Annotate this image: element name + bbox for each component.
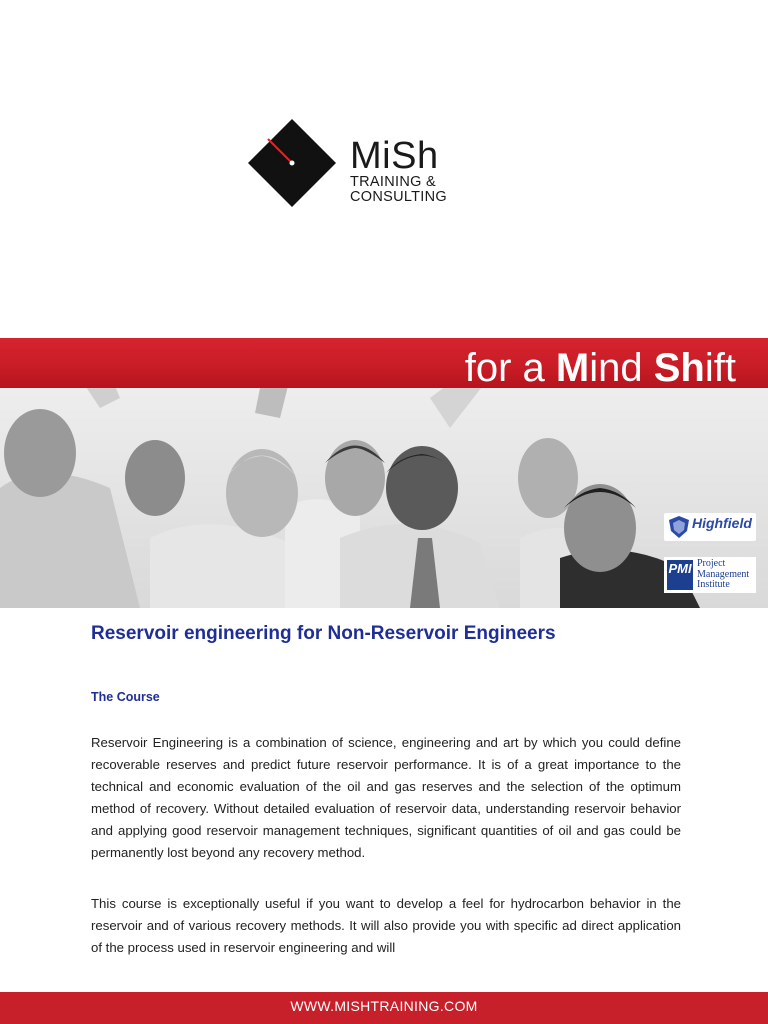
pmi-logo-icon: PMI: [667, 560, 693, 590]
logo-name: MiSh: [350, 135, 439, 177]
logo-line-1: TRAINING &: [350, 174, 436, 190]
tagline-bar: [0, 338, 768, 388]
tagline-part: ind: [589, 346, 654, 390]
website-link[interactable]: WWW.MISHTRAINING.COM: [290, 998, 478, 1014]
highfield-label: Highfield: [692, 515, 752, 531]
footer-bar: [0, 992, 768, 1024]
company-logo: [246, 117, 456, 213]
tagline-part: ift: [704, 346, 736, 390]
course-title: Reservoir engineering for Non-Reservoir Engineers: [91, 623, 556, 644]
diamond-logo-icon: [246, 117, 342, 213]
course-paragraph-1: Reservoir Engineering is a combination of science, engineering and art by which you could define recoverable reserves and predict future reservoir performance. It is of a great importance to the technical and economic evaluation of the oil and gas reserves and the selection of the optimum method of recovery. Without detailed evaluation of reservoir data, understanding reservoir behavior and applying good reservoir management techniques, significant quantities of oil and gas could be permanently lost beyond any recovery method.: [91, 735, 681, 860]
tagline: [465, 346, 736, 390]
logo-wordmark: [350, 137, 447, 205]
tagline-part-bold: Sh: [653, 346, 705, 390]
pmi-badge: [664, 557, 756, 593]
pmi-line: Management: [697, 568, 750, 580]
logo-line-2: CONSULTING: [350, 189, 447, 205]
tagline-part-bold: M: [555, 346, 590, 390]
hero-banner: [0, 338, 768, 608]
course-paragraph-2: This course is exceptionally useful if you want to develop a feel for hydrocarbon behavior in the reservoir and of various recovery methods. It will also provide you with specific ad direct application of the process used in reservoir engineering and will: [91, 896, 681, 955]
highfield-badge: [664, 513, 756, 541]
pmi-line: Institute: [697, 579, 730, 590]
tagline-part: for a: [464, 346, 556, 390]
highfield-shield-icon: [667, 515, 691, 539]
pmi-label: [697, 559, 749, 591]
pmi-line: Project: [697, 558, 726, 569]
section-heading: The Course: [91, 690, 160, 704]
